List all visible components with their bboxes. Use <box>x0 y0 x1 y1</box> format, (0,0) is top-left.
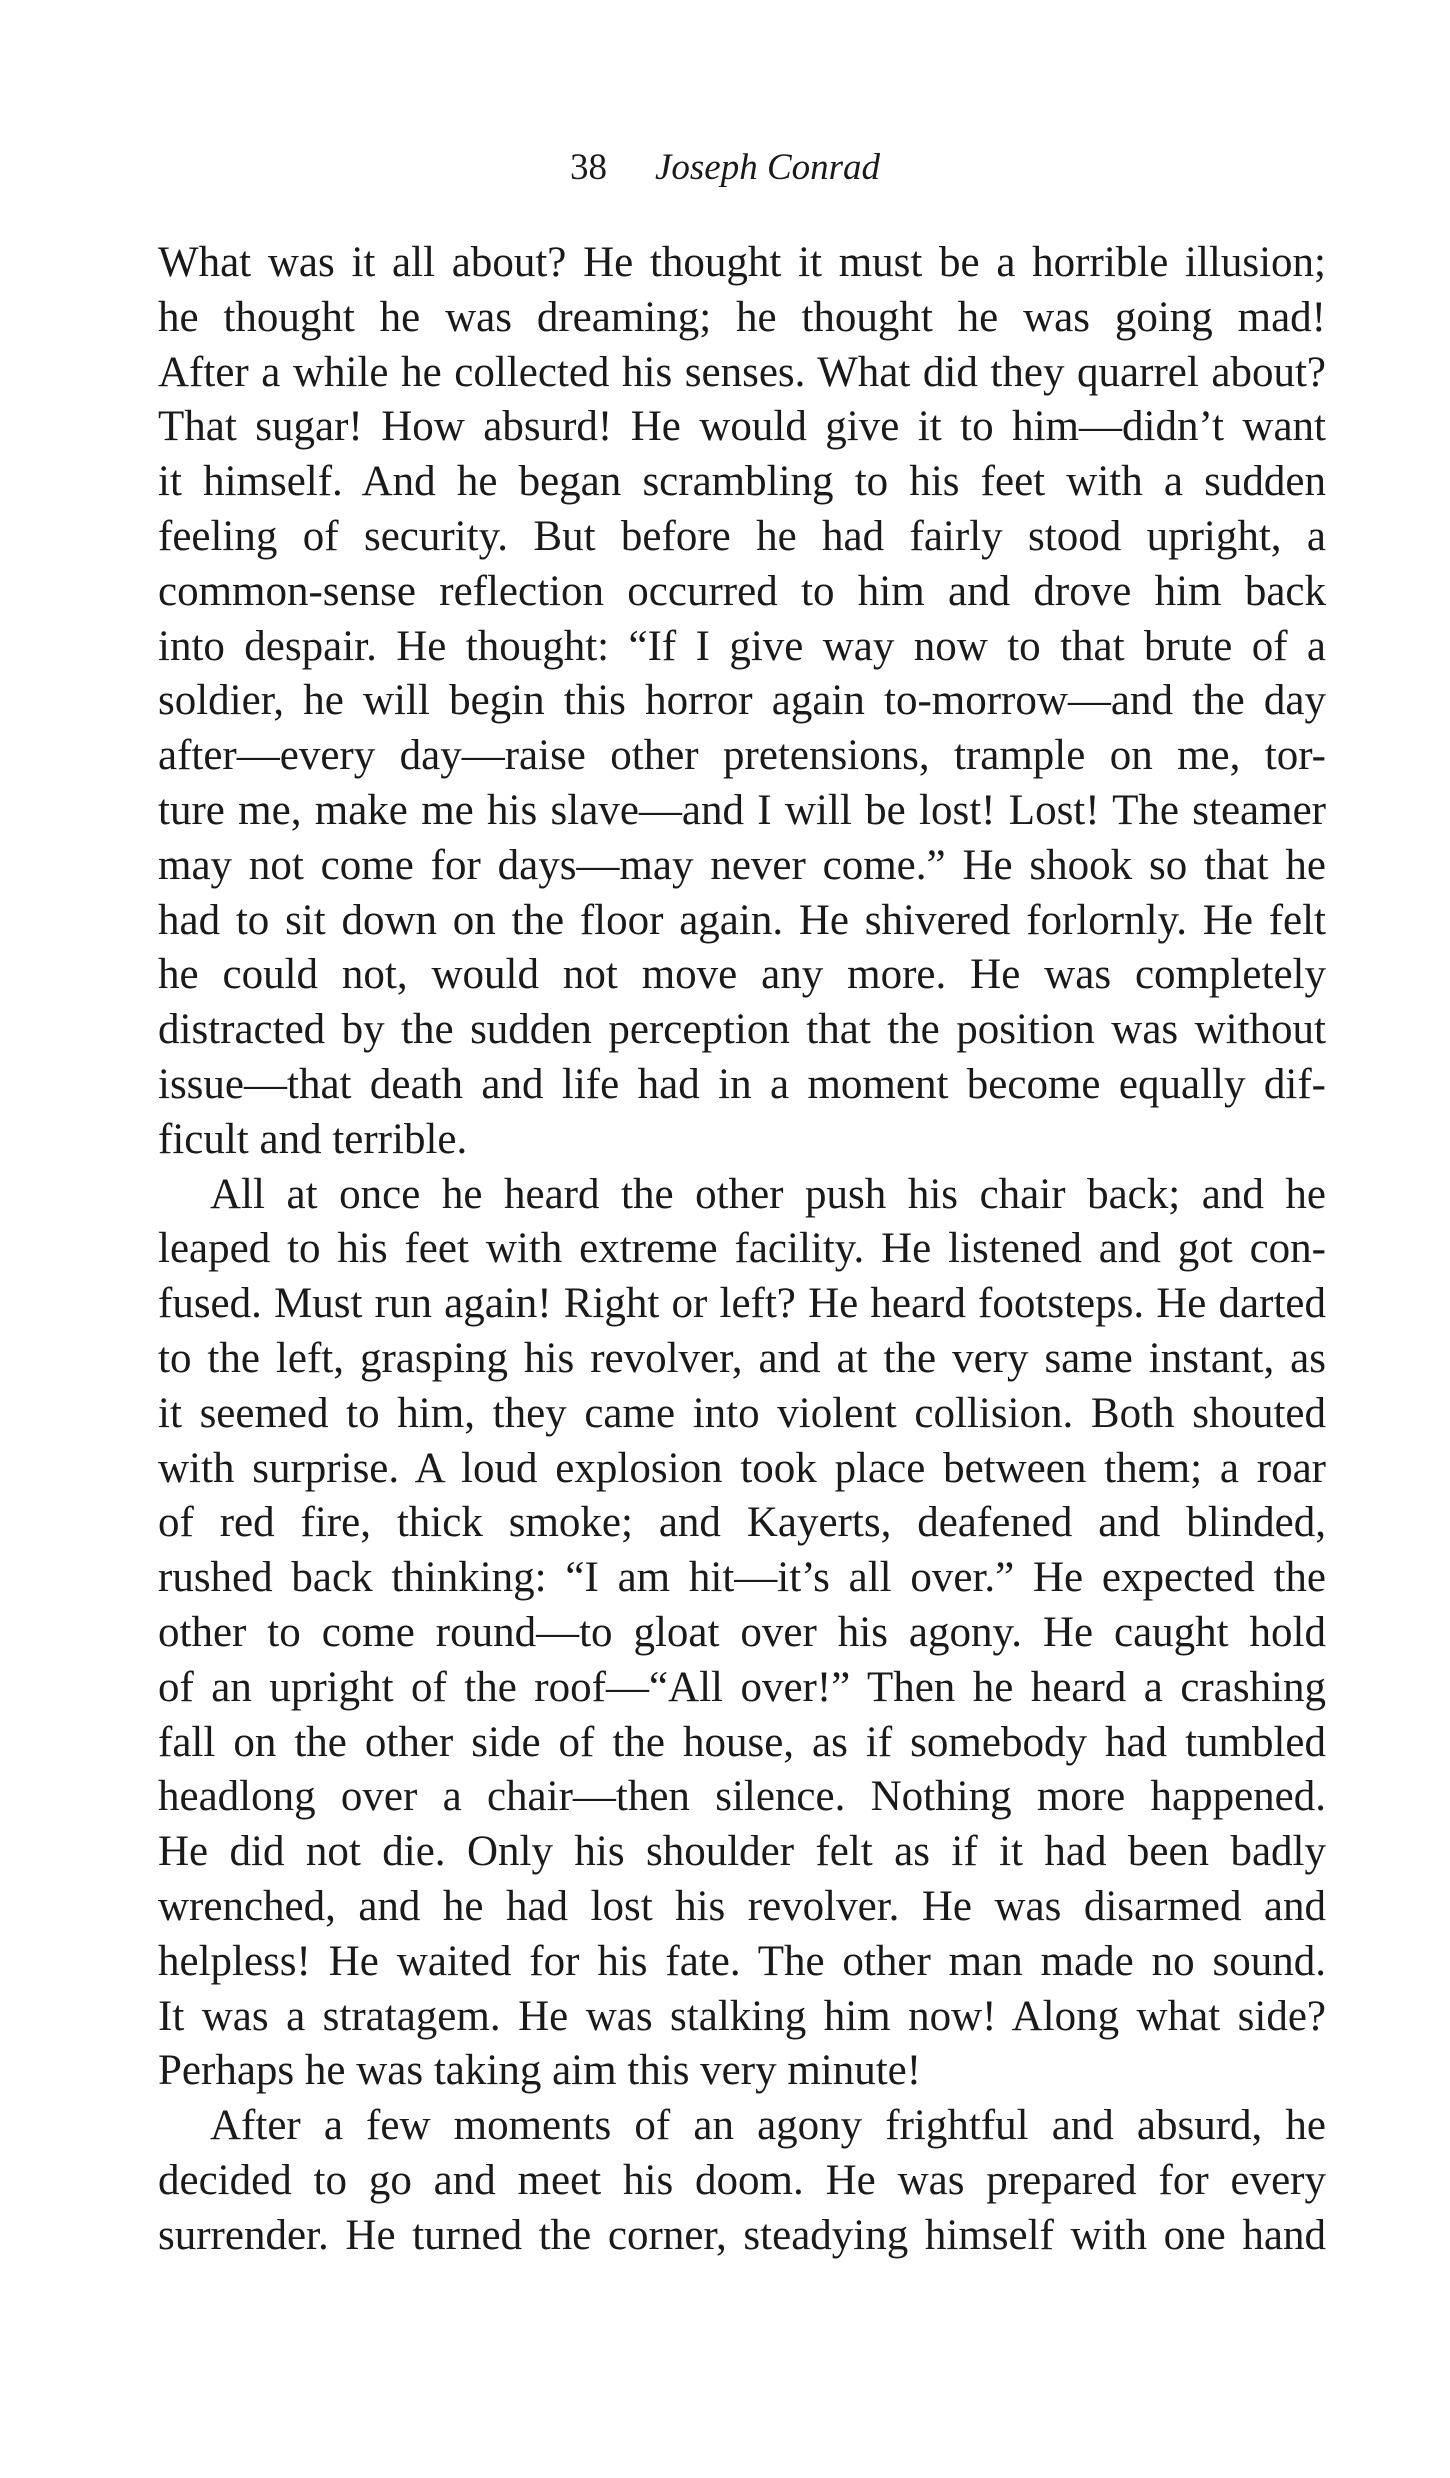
text-line: other to come round—to gloat over his agony. He caught hold <box>158 1608 1326 1656</box>
text-line: it seemed to him, they came into violent collision. Both shouted <box>158 1389 1326 1437</box>
text-line: ture me, make me his slave—and I will be lost! Lost! The steamer <box>158 786 1326 834</box>
text-line: leaped to his feet with extreme facility. He listened and got con- <box>158 1225 1326 1273</box>
paragraph <box>158 1168 1326 2100</box>
text-line: All at once he heard the other push his chair back; and he <box>210 1170 1326 1218</box>
body-text <box>158 236 1326 2263</box>
text-line: may not come for days—may never come.” He shook so that he <box>158 841 1326 889</box>
text-line: It was a stratagem. He was stalking him now! Along what side? <box>158 1992 1326 2040</box>
text-line: headlong over a chair—then silence. Nothing more happened. <box>158 1773 1326 1821</box>
text-line: feeling of security. But before he had fairly stood upright, a <box>158 512 1326 560</box>
page-number: 38 <box>569 147 607 188</box>
text-line: After a few moments of an agony frightful and absurd, he <box>210 2102 1326 2150</box>
text-line: wrenched, and he had lost his revolver. He was disarmed and <box>158 1882 1326 1930</box>
text-line: Perhaps he was taking aim this very minute! <box>158 2047 922 2095</box>
text-line: with surprise. A loud explosion took place between them; a roar <box>158 1444 1326 1492</box>
text-line: helpless! He waited for his fate. The other man made no sound. <box>158 1937 1326 1985</box>
text-line: into despair. He thought: “If I give way now to that brute of a <box>158 622 1326 670</box>
text-line: of an upright of the roof—“All over!” Then he heard a crashing <box>158 1663 1326 1711</box>
text-line: after—every day—raise other pretensions, trample on me, tor- <box>158 732 1326 780</box>
text-line: to the left, grasping his revolver, and at the very same instant, as <box>158 1334 1326 1382</box>
text-line: surrender. He turned the corner, steadying himself with one hand <box>158 2211 1326 2259</box>
text-line: distracted by the sudden perception that the position was without <box>158 1006 1326 1054</box>
text-line: fall on the other side of the house, as if somebody had tumbled <box>158 1718 1326 1766</box>
text-line: rushed back thinking: “I am hit—it’s all over.” He expected the <box>158 1554 1326 1602</box>
running-head <box>0 146 1450 190</box>
text-line: decided to go and meet his doom. He was prepared for every <box>158 2156 1326 2204</box>
text-line: he thought he was dreaming; he thought he was going mad! <box>158 293 1326 341</box>
text-line: soldier, he will begin this horror again to-morrow—and the day <box>158 677 1326 725</box>
text-line: of red fire, thick smoke; and Kayerts, deafened and blinded, <box>158 1499 1326 1547</box>
text-line: He did not die. Only his shoulder felt as if it had been badly <box>158 1828 1326 1876</box>
running-head-author: Joseph Conrad <box>654 147 881 188</box>
text-line: issue—that death and life had in a moment become equally dif- <box>158 1060 1326 1108</box>
text-line: What was it all about? He thought it must be a horrible illusion; <box>158 239 1326 286</box>
text-line: it himself. And he began scrambling to his feet with a sudden <box>158 458 1326 506</box>
text-line: fused. Must run again! Right or left? He heard footsteps. He darted <box>158 1280 1326 1328</box>
text-line: had to sit down on the floor again. He shivered forlornly. He felt <box>158 896 1326 944</box>
text-line: After a while he collected his senses. What did they quarrel about? <box>158 348 1326 396</box>
text-line: That sugar! How absurd! He would give it to him—didn’t want <box>158 403 1326 451</box>
paragraph <box>158 2099 1326 2263</box>
text-line: common-sense reflection occurred to him and drove him back <box>158 567 1326 615</box>
text-line: he could not, would not move any more. He was completely <box>158 951 1326 999</box>
paragraph <box>158 236 1326 1168</box>
text-line: ficult and terrible. <box>158 1115 468 1163</box>
